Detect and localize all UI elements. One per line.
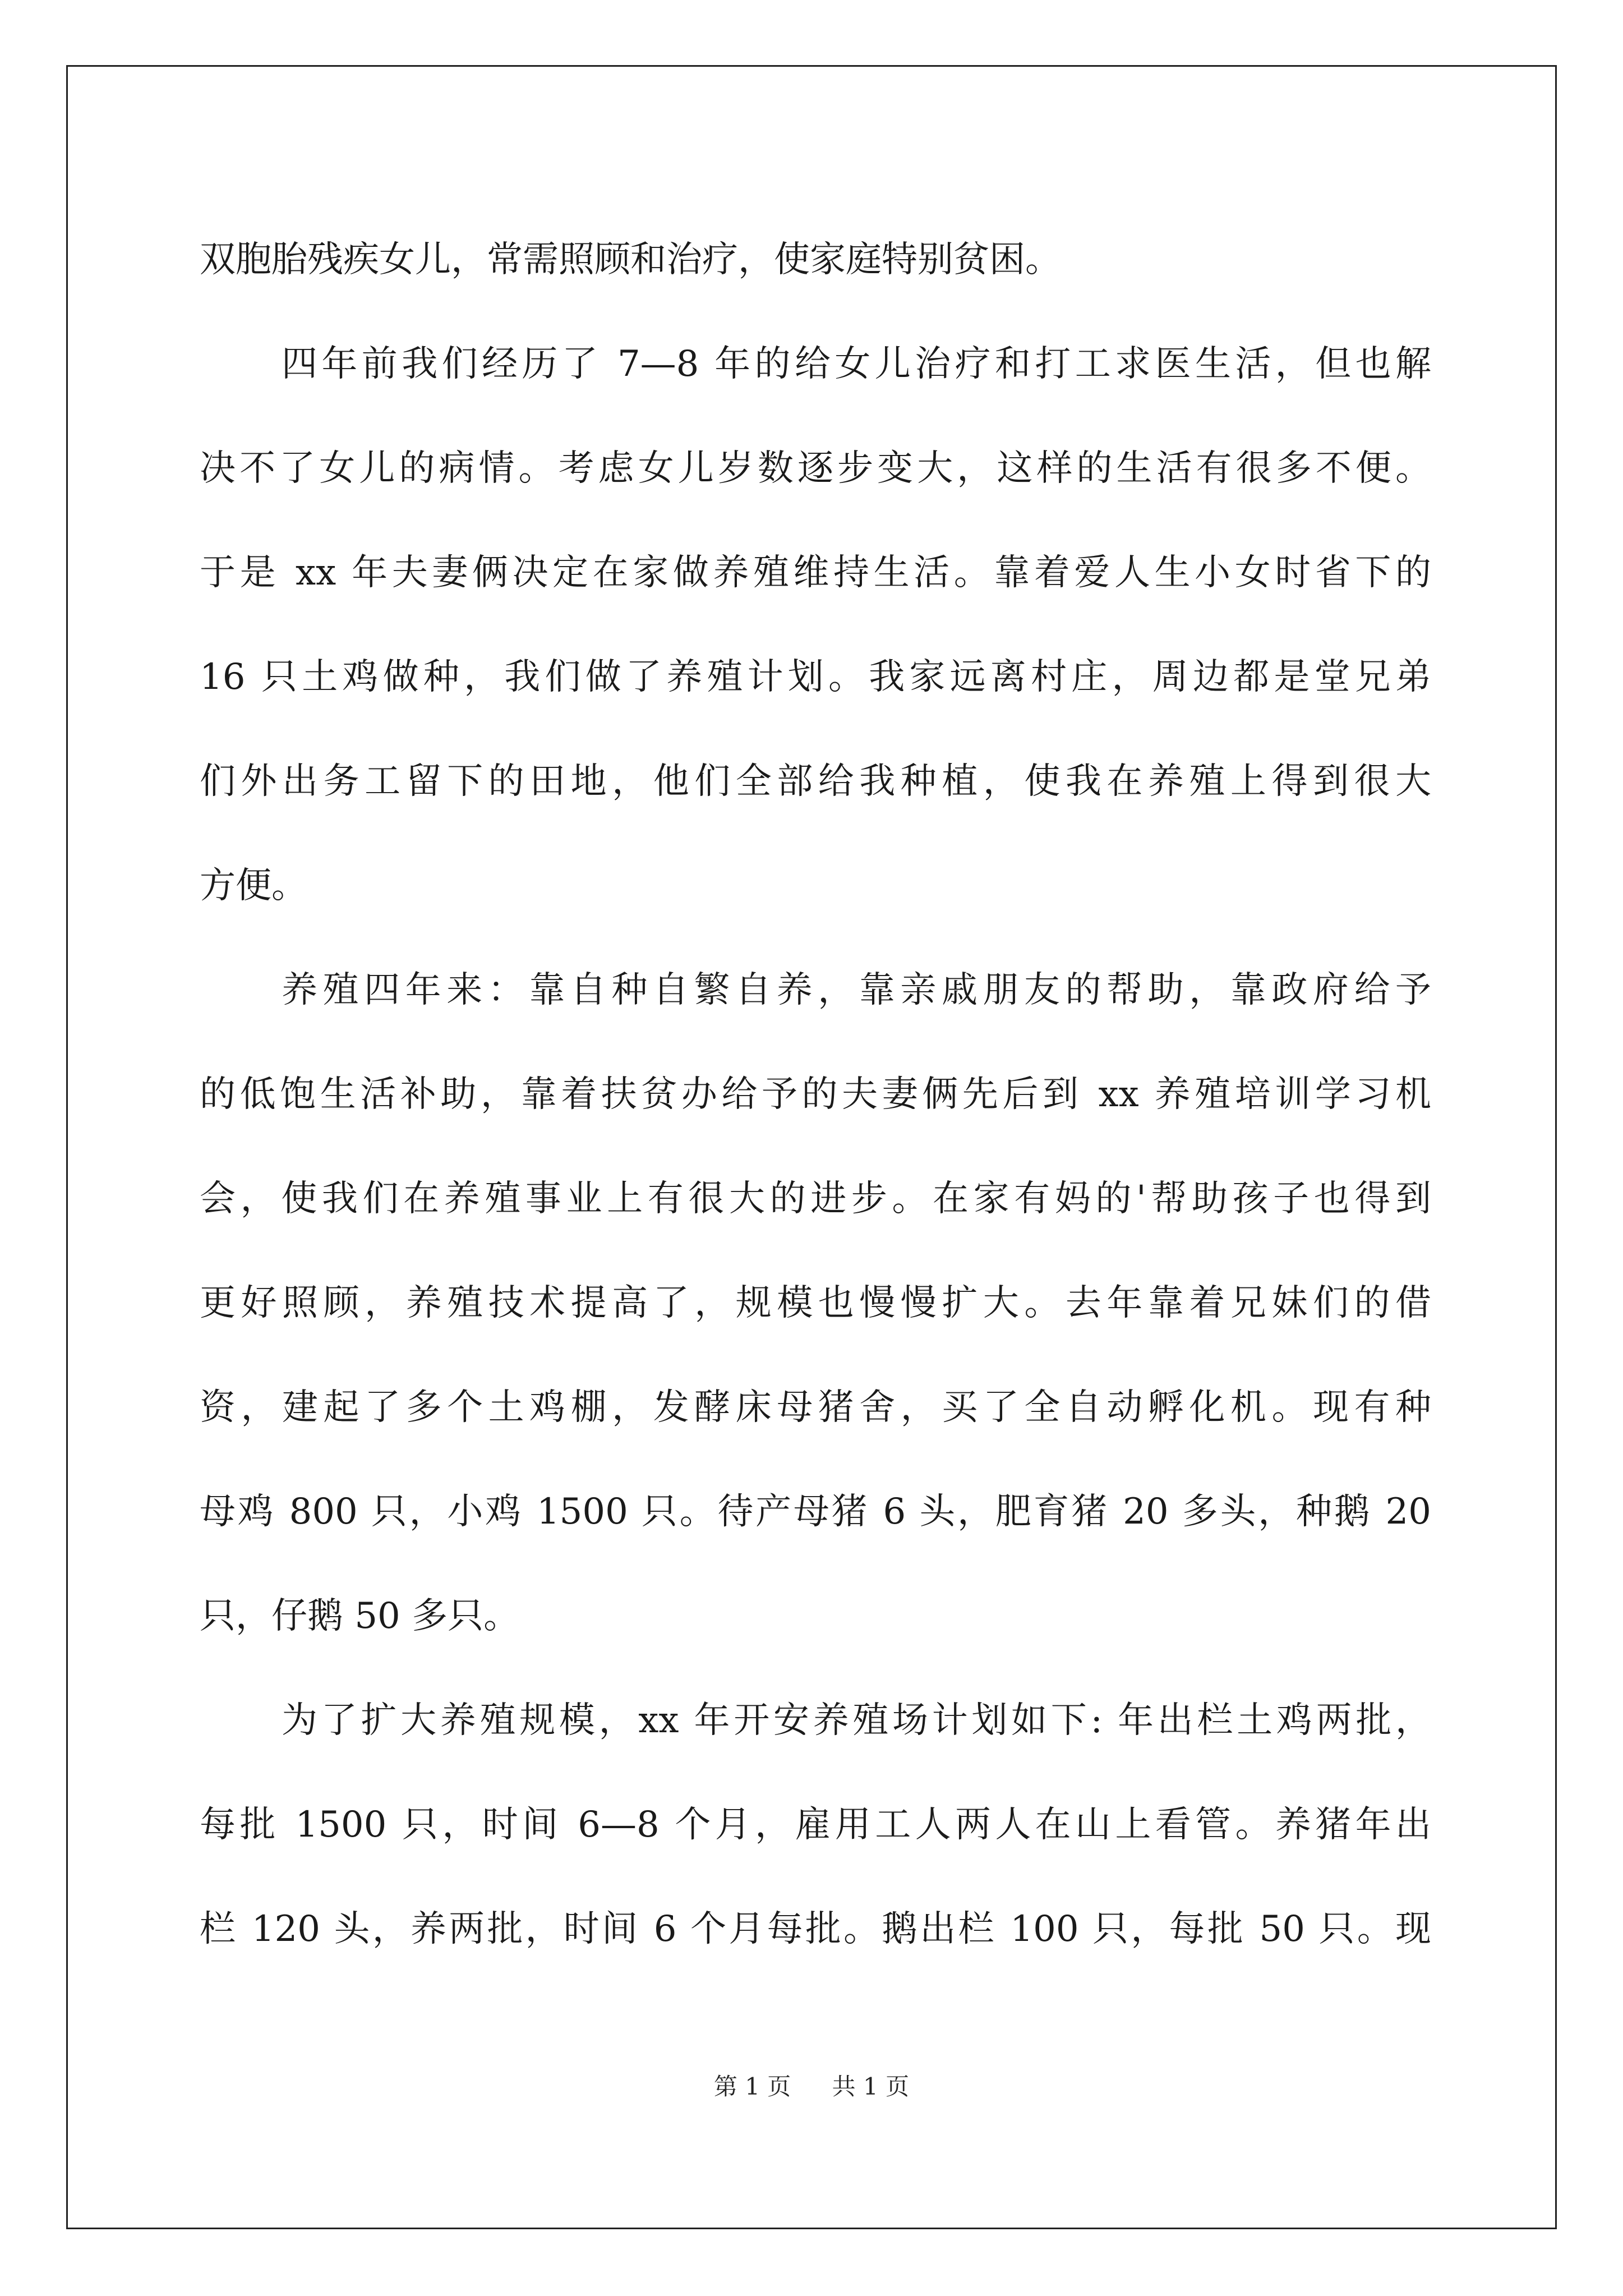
text-line: 栏 120 头，养两批，时间 6 个月每批。鹅出栏 100 只，每批 50 只。现 — [200, 1908, 1431, 1950]
page-count: 共 1 页 — [832, 2073, 910, 2100]
text-line: 决不了女儿的病情。考虑女儿岁数逐步变大，这样的生活有很多不便。 — [200, 448, 1431, 489]
text-line: 四年前我们经历了 7—8 年的给女儿治疗和打工求医生活，但也解 — [282, 343, 1431, 385]
text-line: 会，使我们在养殖事业上有很大的进步。在家有妈的'帮助孩子也得到 — [200, 1178, 1431, 1220]
text-line: 16 只土鸡做种，我们做了养殖计划。我家远离村庄，周边都是堂兄弟 — [200, 656, 1431, 698]
text-line: 双胞胎残疾女儿，常需照顾和治疗，使家庭特别贫困。 — [200, 239, 1061, 280]
text-line: 于是 xx 年夫妻俩决定在家做养殖维持生活。靠着爱人生小女时省下的 — [200, 552, 1431, 593]
text-line: 们外出务工留下的田地，他们全部给我种植，使我在养殖上得到很大 — [200, 761, 1431, 802]
page-footer — [0, 2070, 1623, 2104]
page-number: 第 1 页 — [713, 2073, 791, 2100]
text-line: 只，仔鹅 50 多只。 — [200, 1595, 520, 1637]
text-line: 每批 1500 只，时间 6—8 个月，雇用工人两人在山上看管。养猪年出 — [200, 1804, 1431, 1846]
text-line: 母鸡 800 只，小鸡 1500 只。待产母猪 6 头，肥育猪 20 多头，种鹅 20 — [200, 1491, 1431, 1533]
document-body — [200, 208, 1431, 1981]
text-line: 方便。 — [200, 865, 307, 907]
text-line: 养殖四年来：靠自种自繁自养，靠亲戚朋友的帮助，靠政府给予 — [282, 969, 1431, 1011]
text-line: 为了扩大养殖规模，xx 年开安养殖场计划如下: 年出栏土鸡两批， — [282, 1700, 1431, 1741]
text-line: 资，建起了多个土鸡棚，发酵床母猪舍，买了全自动孵化机。现有种 — [200, 1387, 1431, 1428]
text-line: 的低饱生活补助，靠着扶贫办给予的夫妻俩先后到 xx 养殖培训学习机 — [200, 1074, 1431, 1115]
text-line: 更好照顾，养殖技术提高了，规模也慢慢扩大。去年靠着兄妹们的借 — [200, 1282, 1431, 1324]
